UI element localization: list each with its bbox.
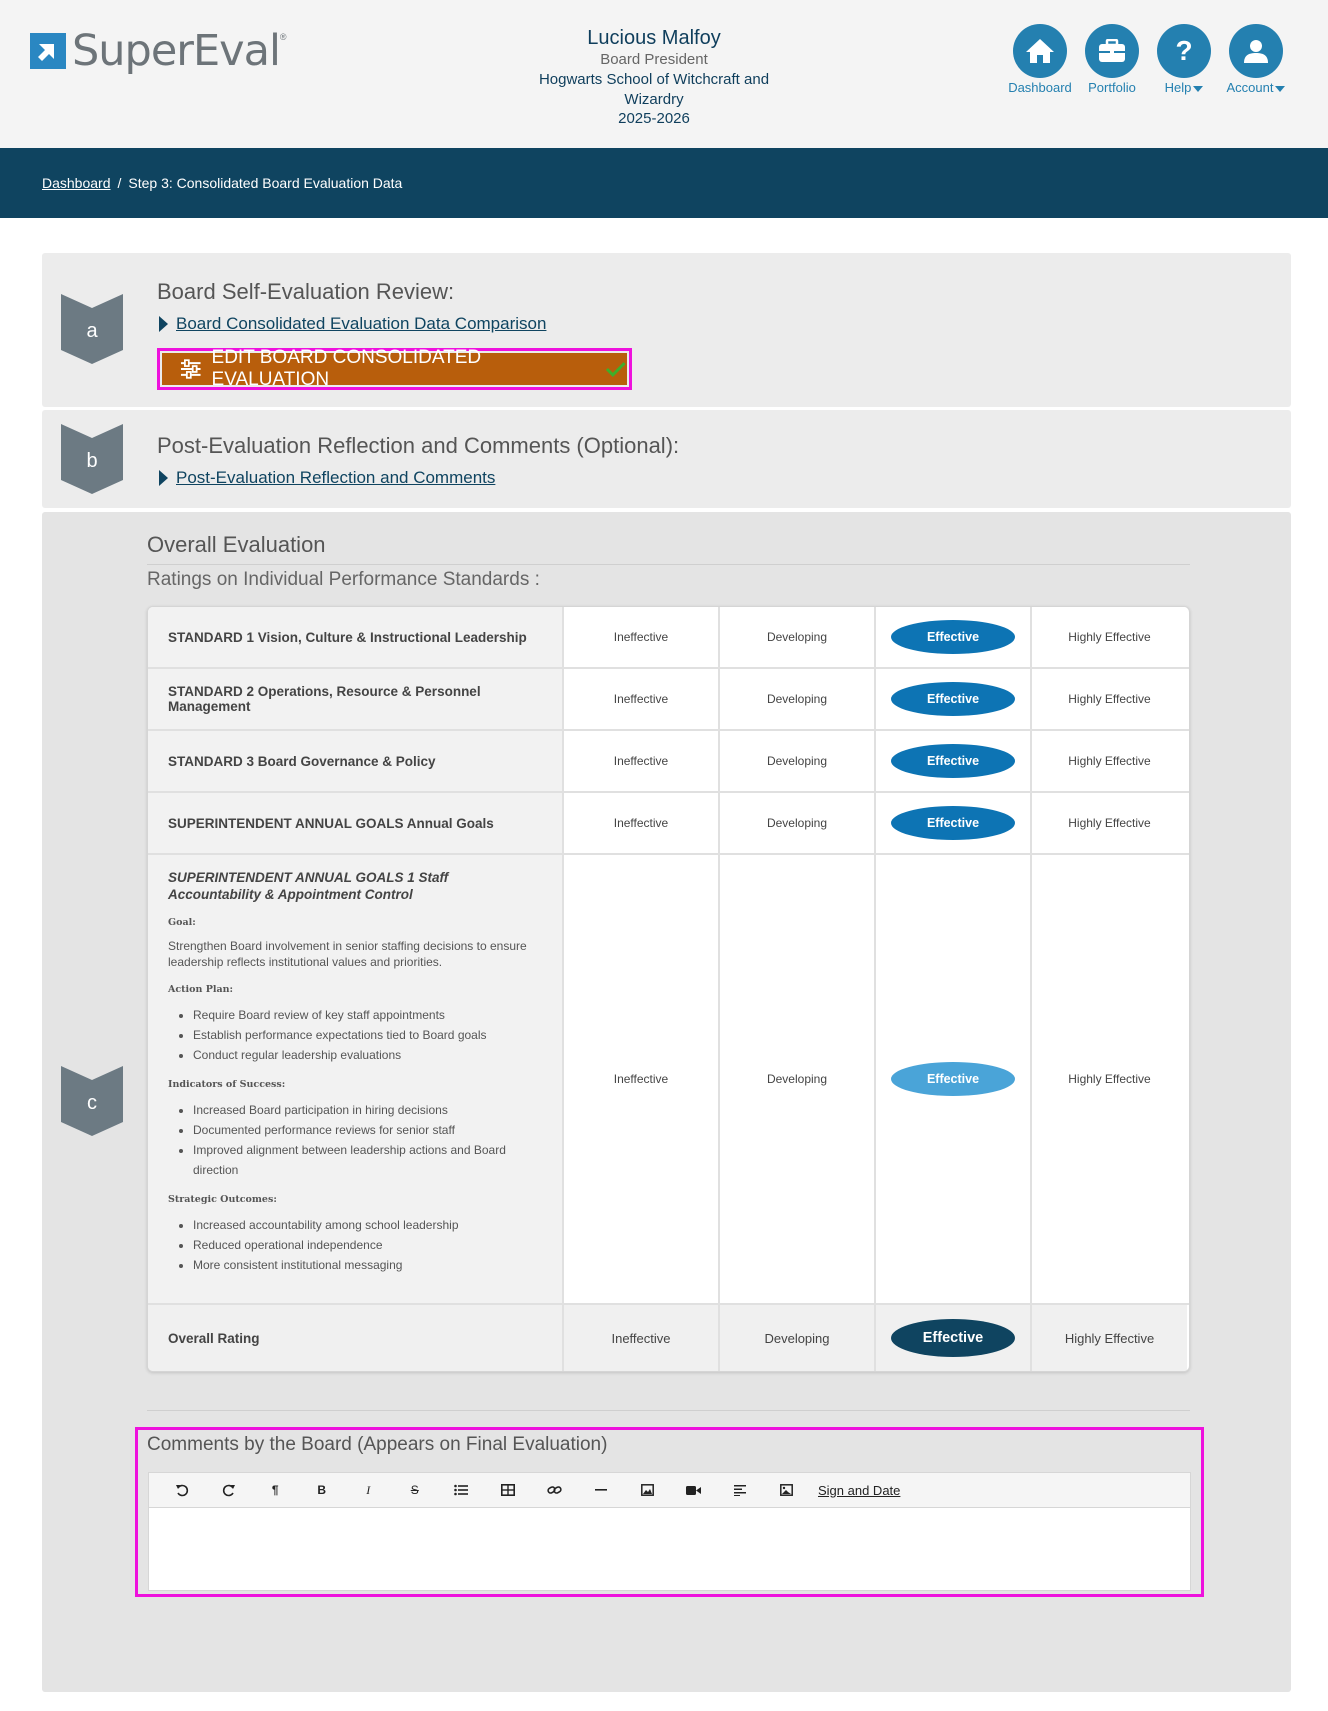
logo-text: SuperEval — [72, 26, 280, 76]
indicators-heading: Indicators of Success: — [168, 1079, 286, 1090]
overall-selected-pill: Effective — [891, 1319, 1015, 1357]
video-icon[interactable] — [671, 1485, 718, 1496]
rating-option[interactable]: Highly Effective — [1032, 731, 1187, 791]
comparison-link[interactable]: Board Consolidated Evaluation Data Comparison — [176, 314, 547, 333]
disclosure-triangle-icon — [159, 316, 168, 332]
nav-account[interactable] — [1220, 24, 1292, 96]
rating-option[interactable]: Highly Effective — [1032, 607, 1187, 667]
overall-evaluation-title: Overall Evaluation — [147, 532, 326, 557]
nav-account-label: Account — [1226, 80, 1274, 95]
ratings-table — [147, 606, 1190, 1372]
selected-rating-pill: Effective — [891, 682, 1015, 716]
nav-portfolio[interactable] — [1076, 24, 1148, 96]
comments-textarea[interactable] — [149, 1508, 1190, 1590]
user-info — [510, 26, 798, 128]
list-item: • Conduct regular leadership evaluations — [193, 1045, 542, 1065]
list-item: • Increased Board participation in hiring decisions — [193, 1100, 542, 1120]
list-item: • More consistent institutional messaging — [193, 1255, 542, 1275]
strikethrough-icon[interactable]: S — [410, 1483, 419, 1497]
table-row — [148, 669, 1189, 731]
user-name: Lucious Malfoy — [587, 27, 721, 49]
logo-mark-icon — [30, 33, 66, 69]
rating-option[interactable]: Highly Effective — [1032, 855, 1187, 1303]
table-row — [148, 731, 1189, 793]
sliders-icon — [180, 359, 202, 379]
comments-highlight — [135, 1427, 1204, 1597]
user-role: Board President — [600, 51, 708, 68]
horizontal-rule-icon[interactable] — [578, 1488, 625, 1492]
list-item: • Establish performance expectations tied to Board goals — [193, 1025, 542, 1045]
selected-rating-pill: Effective — [891, 806, 1015, 840]
overall-rating-row — [148, 1305, 1189, 1371]
overall-rating-label: Overall Rating — [148, 1305, 564, 1371]
bold-icon[interactable]: B — [317, 1483, 327, 1497]
breadcrumb-current: Step 3: Consolidated Board Evaluation Data — [128, 175, 403, 191]
selected-rating-pill: Effective — [891, 744, 1015, 778]
goal-text: Strengthen Board involvement in senior staffing decisions to ensure leadership reflects institutional values and priorities. — [168, 939, 527, 969]
school-year: 2025-2026 — [618, 110, 690, 127]
logo-registered-mark: ® — [279, 32, 287, 42]
list-item: • Improved alignment between leadership actions and Board direction — [193, 1140, 542, 1180]
breadcrumb — [42, 175, 402, 191]
breadcrumb-dashboard-link[interactable]: Dashboard — [42, 175, 111, 191]
reflection-link[interactable]: Post-Evaluation Reflection and Comments — [176, 468, 496, 487]
caret-down-icon — [1275, 86, 1285, 92]
nav-account-label-wrap — [1220, 80, 1292, 96]
rating-option[interactable]: Developing — [720, 855, 876, 1303]
nav-help[interactable] — [1148, 24, 1220, 96]
action-plan-heading: Action Plan: — [168, 984, 234, 995]
section-b-panel — [42, 410, 1291, 508]
outcomes-list — [168, 1215, 542, 1275]
image-icon[interactable] — [624, 1484, 671, 1496]
top-nav — [1004, 24, 1292, 96]
rating-option[interactable]: Ineffective — [564, 731, 720, 791]
rating-option-selected[interactable] — [876, 731, 1032, 791]
superEval-logo[interactable] — [30, 28, 287, 74]
rating-option[interactable]: Developing — [720, 607, 876, 667]
rating-option[interactable]: Highly Effective — [1032, 793, 1187, 853]
app-header — [0, 0, 1328, 148]
table-row — [148, 607, 1189, 669]
divider — [147, 1410, 1190, 1411]
briefcase-icon — [1085, 24, 1139, 78]
disclosure-triangle-icon — [159, 470, 168, 486]
selected-rating-pill: Effective — [891, 1062, 1015, 1096]
edit-button-label: EDIT BOARD CONSOLIDATED EVALUATION — [211, 347, 482, 390]
section-a-badge — [61, 294, 123, 364]
section-b-title: Post-Evaluation Reflection and Comments (Optional): — [157, 433, 680, 458]
checkmark-icon — [605, 360, 627, 378]
goal-title: SUPERINTENDENT ANNUAL GOALS 1 Staff Accountability & Appointment Control — [168, 870, 449, 902]
rating-option[interactable]: Ineffective — [564, 669, 720, 729]
section-b-disclosure[interactable] — [159, 468, 495, 488]
rating-option[interactable]: Highly Effective — [1032, 669, 1187, 729]
goal-heading: Goal: — [168, 917, 196, 928]
rating-option[interactable]: Ineffective — [564, 1305, 720, 1371]
rating-option-selected[interactable] — [876, 1305, 1032, 1371]
link-icon[interactable] — [531, 1484, 578, 1496]
edit-button-highlight — [157, 348, 632, 390]
rating-option[interactable]: Developing — [720, 1305, 876, 1371]
section-a-panel — [42, 253, 1291, 407]
selected-rating-pill: Effective — [891, 620, 1015, 654]
caret-down-icon — [1193, 86, 1203, 92]
rating-option-selected[interactable] — [876, 793, 1032, 853]
list-item: • Increased accountability among school leadership — [193, 1215, 542, 1235]
section-c-panel — [42, 512, 1291, 1692]
home-icon — [1013, 24, 1067, 78]
comments-title: Comments by the Board (Appears on Final Evaluation) — [147, 1434, 608, 1455]
breadcrumb-separator: / — [117, 175, 122, 191]
edit-consolidated-evaluation-button[interactable] — [162, 347, 627, 390]
outcomes-heading: Strategic Outcomes: — [168, 1194, 277, 1205]
image-upload-icon[interactable] — [764, 1484, 811, 1496]
list-item: • Reduced operational independence — [193, 1235, 542, 1255]
section-b-badge — [61, 424, 123, 494]
undo-icon[interactable] — [159, 1483, 206, 1497]
divider — [147, 564, 1190, 565]
list-item: • Documented performance reviews for senior staff — [193, 1120, 542, 1140]
section-a-title: Board Self-Evaluation Review: — [157, 279, 455, 304]
user-icon — [1229, 24, 1283, 78]
rating-option-selected[interactable] — [876, 669, 1032, 729]
rating-option[interactable]: Ineffective — [564, 607, 720, 667]
align-icon[interactable] — [717, 1484, 764, 1496]
rating-option[interactable]: Highly Effective — [1032, 1305, 1187, 1371]
nav-help-label-wrap — [1148, 80, 1220, 96]
indicators-list — [168, 1100, 542, 1180]
rating-option-selected[interactable] — [876, 855, 1032, 1303]
standard-label: STANDARD 1 Vision, Culture & Instructional Leadership — [148, 607, 564, 667]
list-icon[interactable] — [438, 1484, 485, 1496]
rich-text-editor — [148, 1472, 1191, 1591]
list-item: • Require Board review of key staff appointments — [193, 1005, 542, 1025]
sign-and-date-link[interactable]: Sign and Date — [818, 1482, 901, 1498]
section-a-badge-letter: a — [86, 320, 98, 342]
redo-icon[interactable] — [206, 1483, 253, 1497]
section-c-badge — [61, 1066, 123, 1136]
section-b-badge-letter: b — [86, 450, 98, 472]
rating-option-selected[interactable] — [876, 607, 1032, 667]
user-org-line1: Hogwarts School of Witchcraft and — [538, 71, 770, 88]
rating-option[interactable]: Ineffective — [564, 855, 720, 1303]
nav-dashboard-label: Dashboard — [1008, 80, 1072, 95]
standard-label: STANDARD 2 Operations, Resource & Personnel Management — [148, 669, 564, 729]
section-a-disclosure[interactable] — [159, 314, 546, 334]
table-icon[interactable] — [485, 1484, 532, 1496]
user-org-line2: Wizardry — [624, 91, 684, 108]
ratings-subtitle: Ratings on Individual Performance Standards : — [147, 569, 540, 590]
table-row — [148, 793, 1189, 855]
rating-option[interactable]: Developing — [720, 731, 876, 791]
breadcrumb-bar — [0, 148, 1328, 218]
rating-option[interactable]: Developing — [720, 793, 876, 853]
editor-toolbar — [149, 1473, 1190, 1508]
rating-option[interactable]: Developing — [720, 669, 876, 729]
action-plan-list — [168, 1005, 542, 1065]
question-icon: ? — [1157, 24, 1211, 78]
goal-row — [148, 855, 1189, 1305]
section-c-badge-letter: c — [87, 1092, 97, 1114]
rating-option[interactable]: Ineffective — [564, 793, 720, 853]
nav-help-label: Help — [1164, 80, 1192, 95]
nav-portfolio-label: Portfolio — [1088, 80, 1136, 95]
italic-icon[interactable]: I — [366, 1482, 371, 1497]
nav-dashboard[interactable] — [1004, 24, 1076, 96]
standard-label: SUPERINTENDENT ANNUAL GOALS Annual Goals — [148, 793, 564, 853]
goal-details — [148, 855, 564, 1303]
standard-label: STANDARD 3 Board Governance & Policy — [148, 731, 564, 791]
paragraph-icon[interactable]: ¶ — [271, 1483, 279, 1497]
